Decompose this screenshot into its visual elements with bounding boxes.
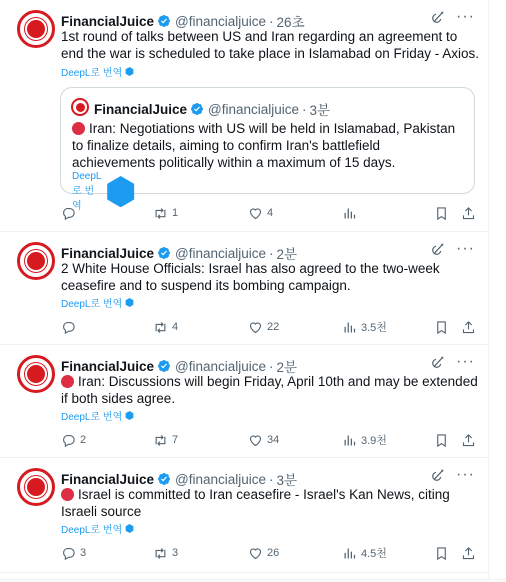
avatar-logo	[25, 18, 47, 40]
views-count: 3.9천	[361, 435, 387, 447]
tweet-text: 2 White House Officials: Israel has also agreed to the two-week ceasefire and to suspend its bombing campaign.	[61, 261, 440, 293]
like-button[interactable]	[248, 544, 279, 562]
bookmark-button[interactable]	[434, 544, 449, 562]
author-handle[interactable]: @financialjuice	[175, 358, 267, 374]
reply-button[interactable]	[61, 544, 86, 562]
quote-author-name: FinancialJuice	[94, 101, 188, 117]
bookmark-icon	[434, 206, 449, 221]
red-circle-icon	[61, 375, 74, 388]
more-options-icon[interactable]: ···	[456, 353, 475, 370]
like-count: 34	[267, 434, 280, 446]
author-name[interactable]: FinancialJuice	[61, 13, 155, 29]
bookmark-button[interactable]	[434, 318, 449, 336]
share-button[interactable]	[461, 204, 476, 222]
deepl-icon	[125, 411, 134, 420]
reply-button[interactable]	[61, 431, 86, 449]
share-icon	[461, 546, 476, 561]
bookmark-icon	[434, 546, 449, 561]
like-button[interactable]	[248, 431, 279, 449]
bookmark-icon	[434, 433, 449, 448]
share-icon	[461, 320, 476, 335]
verified-badge-icon	[157, 246, 171, 260]
more-options-icon[interactable]: ···	[456, 240, 475, 257]
more-options-icon[interactable]: ···	[456, 8, 475, 25]
avatar-logo	[25, 363, 47, 385]
tweet[interactable]	[0, 458, 489, 573]
verified-badge-icon	[157, 14, 171, 28]
like-button[interactable]	[248, 204, 273, 222]
author-name[interactable]: FinancialJuice	[61, 358, 155, 374]
header-actions	[430, 241, 475, 257]
share-button[interactable]	[461, 544, 476, 562]
verified-badge-icon	[157, 472, 171, 486]
bookmark-button[interactable]	[434, 204, 449, 222]
reply-button[interactable]	[61, 204, 80, 222]
tweet-text: Israel is committed to Iran ceasefire - Israel's Kan News, citing Israeli source	[61, 487, 450, 519]
separator: ·	[302, 101, 307, 117]
action-bar	[61, 318, 481, 336]
quote-text: Iran: Negotiations with US will be held in Islamabad, Pakistan to finalize details, aiming to confirm Iran's battlefield achievements politically within a maximum of 15 days.	[72, 121, 456, 170]
header-actions	[430, 354, 475, 370]
header-actions	[430, 467, 475, 483]
retweet-icon	[153, 320, 168, 335]
share-icon	[461, 206, 476, 221]
views-button[interactable]	[342, 544, 387, 562]
quote-avatar	[71, 98, 89, 116]
separator: ·	[269, 358, 274, 374]
translate-label: DeepL로 번역	[61, 68, 123, 79]
timestamp[interactable]: 3분	[276, 473, 298, 488]
views-count: 3.5천	[361, 322, 387, 334]
quoted-tweet[interactable]	[60, 87, 475, 212]
views-icon	[342, 546, 357, 561]
like-count: 22	[267, 321, 280, 333]
translate-label: DeepL로 번역	[61, 525, 123, 536]
author-handle[interactable]: @financialjuice	[175, 245, 267, 261]
tweet[interactable]	[0, 0, 489, 232]
translate-label: DeepL로 번역	[61, 299, 123, 310]
retweet-icon	[153, 206, 168, 221]
more-options-icon[interactable]: ···	[456, 466, 475, 483]
tweet-text: 1st round of talks between US and Iran regarding an agreement to end the war is scheduled to take place in Islamabad on Friday - Axios.	[61, 29, 479, 61]
reply-icon	[61, 320, 76, 335]
verified-badge-icon	[190, 102, 204, 116]
timestamp[interactable]: 2분	[276, 247, 298, 262]
timestamp[interactable]: 26초	[276, 15, 305, 30]
avatar[interactable]	[17, 242, 55, 280]
tweet-text-block	[61, 486, 481, 520]
share-icon	[461, 433, 476, 448]
quote-timestamp: 3분	[309, 103, 331, 118]
quote-avatar-logo	[76, 103, 85, 112]
bookmark-icon	[434, 320, 449, 335]
red-circle-icon	[61, 488, 74, 501]
bottom-divider	[0, 578, 506, 582]
grok-icon[interactable]	[430, 354, 446, 370]
translate-link[interactable]	[61, 295, 134, 310]
retweet-icon	[153, 433, 168, 448]
action-bar	[61, 431, 481, 449]
heart-icon	[248, 206, 263, 221]
translate-label: DeepL로 번역	[61, 412, 123, 423]
heart-icon	[248, 433, 263, 448]
reply-count: 3	[80, 547, 87, 559]
header-actions	[430, 9, 475, 25]
translate-label: DeepL로 번역	[72, 171, 102, 212]
views-icon	[342, 206, 357, 221]
translate-link[interactable]	[61, 64, 134, 79]
share-button[interactable]	[461, 318, 476, 336]
views-icon	[342, 320, 357, 335]
views-button[interactable]	[342, 204, 361, 222]
author-name[interactable]: FinancialJuice	[61, 245, 155, 261]
views-button[interactable]	[342, 431, 387, 449]
author-name[interactable]: FinancialJuice	[61, 471, 155, 487]
retweet-button[interactable]	[153, 204, 178, 222]
deepl-icon	[125, 67, 134, 76]
share-button[interactable]	[461, 431, 476, 449]
like-button[interactable]	[248, 318, 279, 336]
action-bar	[61, 204, 481, 222]
red-circle-icon	[72, 122, 85, 135]
deepl-icon	[125, 524, 134, 533]
reply-icon	[61, 206, 76, 221]
heart-icon	[248, 546, 263, 561]
deepl-icon	[125, 298, 134, 307]
retweet-count: 7	[172, 434, 179, 446]
grok-icon[interactable]	[430, 241, 446, 257]
grok-icon[interactable]	[430, 467, 446, 483]
timestamp[interactable]: 2분	[276, 360, 298, 375]
avatar[interactable]	[17, 468, 55, 506]
views-icon	[342, 433, 357, 448]
tweet[interactable]	[0, 232, 489, 345]
translate-link[interactable]	[61, 408, 134, 423]
retweet-icon	[153, 546, 168, 561]
avatar[interactable]	[17, 355, 55, 393]
views-button[interactable]	[342, 318, 387, 336]
retweet-button[interactable]	[153, 544, 178, 562]
retweet-button[interactable]	[153, 318, 178, 336]
quote-author-handle: @financialjuice	[208, 101, 300, 117]
heart-icon	[248, 320, 263, 335]
tweet-text-block	[61, 373, 481, 407]
views-count: 4.5천	[361, 548, 387, 560]
quote-header	[94, 99, 330, 119]
like-count: 26	[267, 547, 280, 559]
separator: ·	[269, 471, 274, 487]
verified-badge-icon	[157, 359, 171, 373]
reply-count: 2	[80, 434, 87, 446]
translate-link[interactable]	[61, 521, 134, 536]
retweet-count: 1	[172, 207, 179, 219]
grok-icon[interactable]	[430, 9, 446, 25]
retweet-count: 4	[172, 321, 179, 333]
tweet[interactable]	[0, 345, 489, 458]
avatar[interactable]	[17, 10, 55, 48]
retweet-count: 3	[172, 547, 179, 559]
tweet-text: Iran: Discussions will begin Friday, April 10th and may be extended if both sides agree.	[61, 374, 478, 406]
author-handle[interactable]: @financialjuice	[175, 471, 267, 487]
deepl-icon	[105, 176, 136, 207]
separator: ·	[269, 245, 274, 261]
avatar-logo	[25, 476, 47, 498]
retweet-button[interactable]	[153, 431, 178, 449]
quote-text-block	[72, 120, 467, 171]
reply-button[interactable]	[61, 318, 80, 336]
action-bar	[61, 544, 481, 562]
avatar-logo	[25, 250, 47, 272]
reply-icon	[61, 546, 76, 561]
reply-icon	[61, 433, 76, 448]
separator: ·	[269, 13, 274, 29]
like-count: 4	[267, 207, 274, 219]
author-handle[interactable]: @financialjuice	[175, 13, 267, 29]
bookmark-button[interactable]	[434, 431, 449, 449]
